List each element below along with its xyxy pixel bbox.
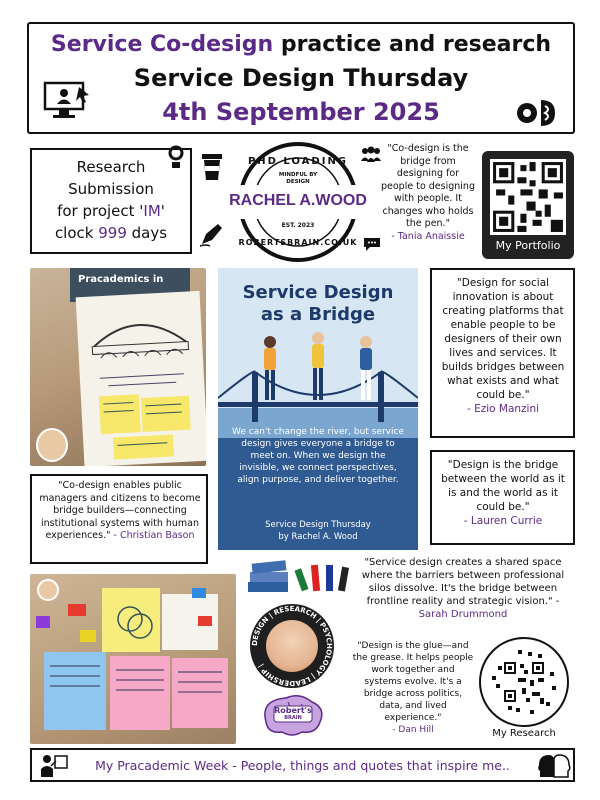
badge-est: EST. 2023 [281, 222, 315, 229]
poster-title-1: Service Design [242, 282, 394, 303]
roberts-label: Robert's [274, 706, 312, 715]
teacher-icon [38, 753, 68, 779]
poster-footer-2: by Rachel A. Wood [278, 532, 358, 542]
roberts-sub: BRAIN [284, 715, 302, 721]
photo-caption: Pracademics in [78, 274, 164, 285]
quote-hill-text: "Design is the glue—and the grease. It helps people work together and systems evolve. It's a bridge across politics, data, and lived experience." [352, 641, 474, 723]
quote-currie-text: "Design is the bridge between the world as it is and the world as it could be." [441, 459, 565, 513]
quote-anaissie-text: "Co-design is the bridge from designing for people to designing with people. It changes who holds the pen." [381, 143, 475, 229]
research-qr-code[interactable] [478, 636, 570, 728]
footer-text: My Pracademic Week - People, things and quotes that inspire me.. [95, 758, 510, 773]
research-line-2: Submission [68, 180, 154, 198]
circle-profile-badge [250, 604, 334, 688]
circle-badge-text: DESIGN | RESEARCH | PSYCHOLOGY | LEADERSHIP | [250, 604, 334, 688]
avatar [36, 428, 68, 462]
portfolio-notebook[interactable] [482, 151, 574, 259]
header-accent: Service Co-design [50, 32, 274, 57]
header-line-2: Service Design Thursday [133, 64, 469, 92]
badge-top-text: PHD LOADING [247, 156, 349, 167]
research-line-1: Research [76, 158, 146, 176]
pen-icon [198, 222, 226, 248]
poster-bridge-illustration [218, 328, 418, 438]
university-logo-icon [166, 144, 188, 170]
header-rest: practice and research [273, 32, 552, 57]
poster-body-text: We can't change the river, but service design gives everyone a bridge to meet on. When we design the invisible, we connect perspectives, align purpose, and deliver together. [232, 427, 404, 485]
quote-hill [352, 640, 474, 736]
quote-anaissie [380, 143, 476, 243]
markers-icon [294, 563, 356, 597]
coffee-cup-icon [200, 152, 224, 182]
quote-drummond-text: "Service design creates a shared space where the barriers between professional silos dissolve. It's the bridge between frontline reality and strategic vision." - [361, 557, 565, 607]
badge-bottom-text: ROBERTSBRAIN.CO.UK [238, 238, 358, 247]
workshop-photo-1 [30, 268, 206, 466]
poster-service-design-bridge [218, 268, 418, 550]
research-line-3: for project 'IM' [57, 202, 165, 220]
quote-currie-author: - Lauren Currie [463, 515, 543, 527]
poster-title-2: as a Bridge [260, 304, 376, 325]
header-panel [27, 22, 575, 134]
research-qr[interactable] [478, 636, 570, 742]
badge-name: RACHEL A.WOOD [229, 192, 367, 209]
header-date: 4th September 2025 [162, 98, 440, 126]
svg-text:DESIGN | RESEARCH | PSYCHOLOGY [251, 605, 333, 687]
books-icon [244, 556, 294, 596]
workshop-photo-2 [30, 574, 236, 744]
poster-footer-1: Service Design Thursday [265, 520, 371, 530]
quote-bason-author: - Christian Bason [113, 530, 195, 541]
quote-manzini-panel [430, 268, 575, 438]
quote-manzini-author: - Ezio Manzini [466, 403, 540, 415]
quote-currie-panel [430, 450, 575, 545]
quote-manzini-text: "Design for social innovation is about creating platforms that enable people to be designers of their own lives and services. It builds bridges between what exists and what could be." [441, 277, 565, 401]
quote-bason-text: "Co-design enables public managers and citizens to become bridge builders—connecting institutional systems with human experiences." [39, 480, 201, 541]
header-line-1 [29, 32, 573, 57]
computer-user-icon [43, 79, 91, 121]
phd-badge [223, 140, 373, 265]
quote-drummond [352, 556, 574, 621]
portfolio-label[interactable]: My Portfolio [495, 239, 561, 252]
roberts-brain-logo [258, 692, 328, 738]
badge-mindful-text: MINDFUL BY DESIGN [278, 172, 318, 185]
heads-icon [536, 753, 572, 779]
brain-gears-icon [515, 96, 559, 130]
quote-anaissie-author: - Tania Anaissie [391, 230, 465, 242]
research-qr-label[interactable]: My Research [492, 728, 556, 739]
quote-drummond-author: Sarah Drummond [418, 609, 508, 620]
footer-panel [30, 748, 575, 782]
research-line-4: clock 999 days [54, 224, 168, 242]
portfolio-qr-code[interactable] [490, 159, 566, 235]
quote-hill-author: - Dan Hill [392, 725, 434, 735]
speech-bubble-icon [362, 236, 382, 252]
group-icon [360, 146, 382, 164]
quote-bason-panel [30, 474, 208, 564]
